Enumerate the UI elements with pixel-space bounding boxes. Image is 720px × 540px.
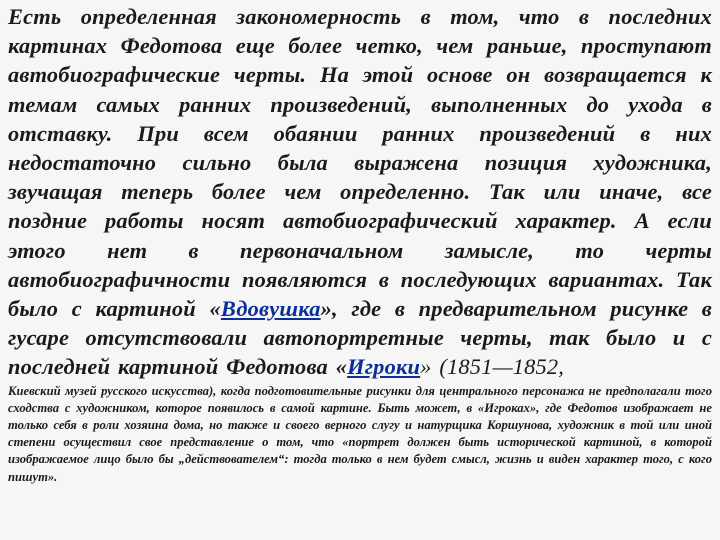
- main-paragraph: [8, 0, 712, 382]
- continuation-paragraph: Киевский музей русского искусства), когда подготовительные рисунки для центрального персонажа не предполагали того сходства с художником, которое появилось в самой картине. Быть может, в «Игроках», где Федотов изображает не только себя в роли хозяина дома, но также и своего верного слугу и натурщика Коршунова, художник в той или иной степени осуществил свое представление о том, что «портрет должен быть исторической картиной, в которой изображаемое лицо было бы „действователем“: тогда только в нем будет смысл, жизнь и виден характер того, с кого пишут».: [8, 383, 712, 484]
- paragraph-text-part2: », где в предварительном рисунке в гусаре отсутствовали автопортретные черты, так было и с последней картиной Федотова «: [8, 296, 712, 380]
- paragraph-text-part3: » (1851—1852,: [420, 354, 565, 380]
- vdovushka-link[interactable]: Вдовушка: [220, 296, 321, 322]
- paragraph-text-part1: Есть определенная закономерность в том, что в последних картинах Федотова еще более четко, чем раньше, проступают автобиографические черты. На этой основе он возвращается к темам самых ранних произведений, выполненных до ухода в отставку. При всем обаянии ранних произведений в них недостаточно сильно была выражена позиция художника, звучащая теперь более чем определенно. Так или иначе, все поздние работы носят автобиографический характер. А если этого нет в первоначальном замысле, то черты автобиографичности появляются в последующих вариантах. Так было с картиной «: [8, 4, 712, 322]
- igroki-link[interactable]: Игроки: [347, 354, 421, 380]
